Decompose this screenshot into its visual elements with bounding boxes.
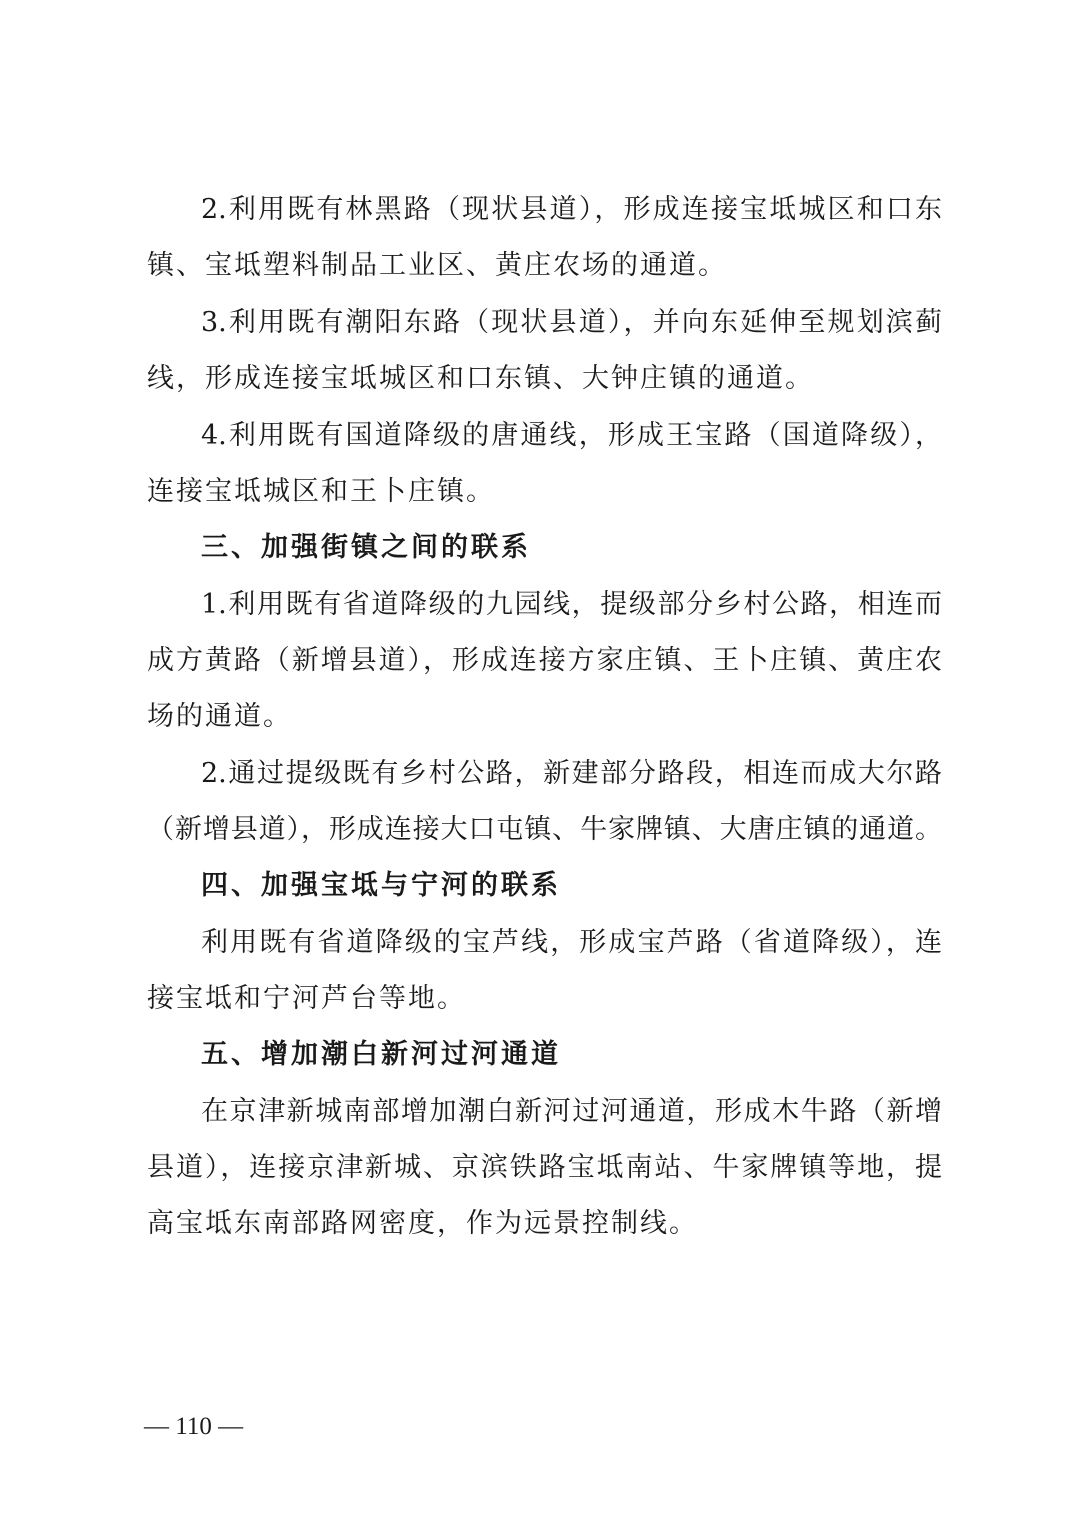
- paragraph-line: 3.利用既有潮阳东路（现状县道），并向东延伸至规划滨蓟: [201, 307, 942, 338]
- paragraph-line: 场的通道。: [147, 701, 292, 732]
- paragraph-line: 在京津新城南部增加潮白新河过河通道，形成木牛路（新增: [201, 1096, 942, 1127]
- page-number: — 110 —: [144, 1413, 244, 1440]
- paragraph-line: 利用既有省道降级的宝芦线，形成宝芦路（省道降级），连: [201, 927, 942, 958]
- paragraph-line: 连接宝坻城区和王卜庄镇。: [147, 476, 495, 507]
- paragraph-line: 县道），连接京津新城、京滨铁路宝坻南站、牛家牌镇等地，提: [147, 1152, 942, 1183]
- section-heading: 五、增加潮白新河过河通道: [201, 1039, 561, 1070]
- paragraph-line: 成方黄路（新增县道），形成连接方家庄镇、王卜庄镇、黄庄农: [147, 645, 942, 676]
- paragraph-line: 1.利用既有省道降级的九园线，提级部分乡村公路，相连而: [201, 589, 942, 620]
- paragraph-line: 4.利用既有国道降级的唐通线，形成王宝路（国道降级），: [201, 420, 942, 451]
- paragraph-line: 镇、宝坻塑料制品工业区、黄庄农场的通道。: [147, 250, 727, 281]
- paragraph-line: （新增县道），形成连接大口屯镇、牛家牌镇、大唐庄镇的通道。: [147, 814, 942, 845]
- paragraph-line: 线，形成连接宝坻城区和口东镇、大钟庄镇的通道。: [147, 363, 814, 394]
- paragraph-line: 高宝坻东南部路网密度，作为远景控制线。: [147, 1208, 698, 1239]
- paragraph-line: 2.通过提级既有乡村公路，新建部分路段，相连而成大尔路: [201, 758, 942, 789]
- section-heading: 三、加强街镇之间的联系: [201, 532, 531, 563]
- paragraph-line: 2.利用既有林黑路（现状县道），形成连接宝坻城区和口东: [201, 194, 942, 225]
- section-heading: 四、加强宝坻与宁河的联系: [201, 870, 561, 901]
- paragraph-line: 接宝坻和宁河芦台等地。: [147, 983, 466, 1014]
